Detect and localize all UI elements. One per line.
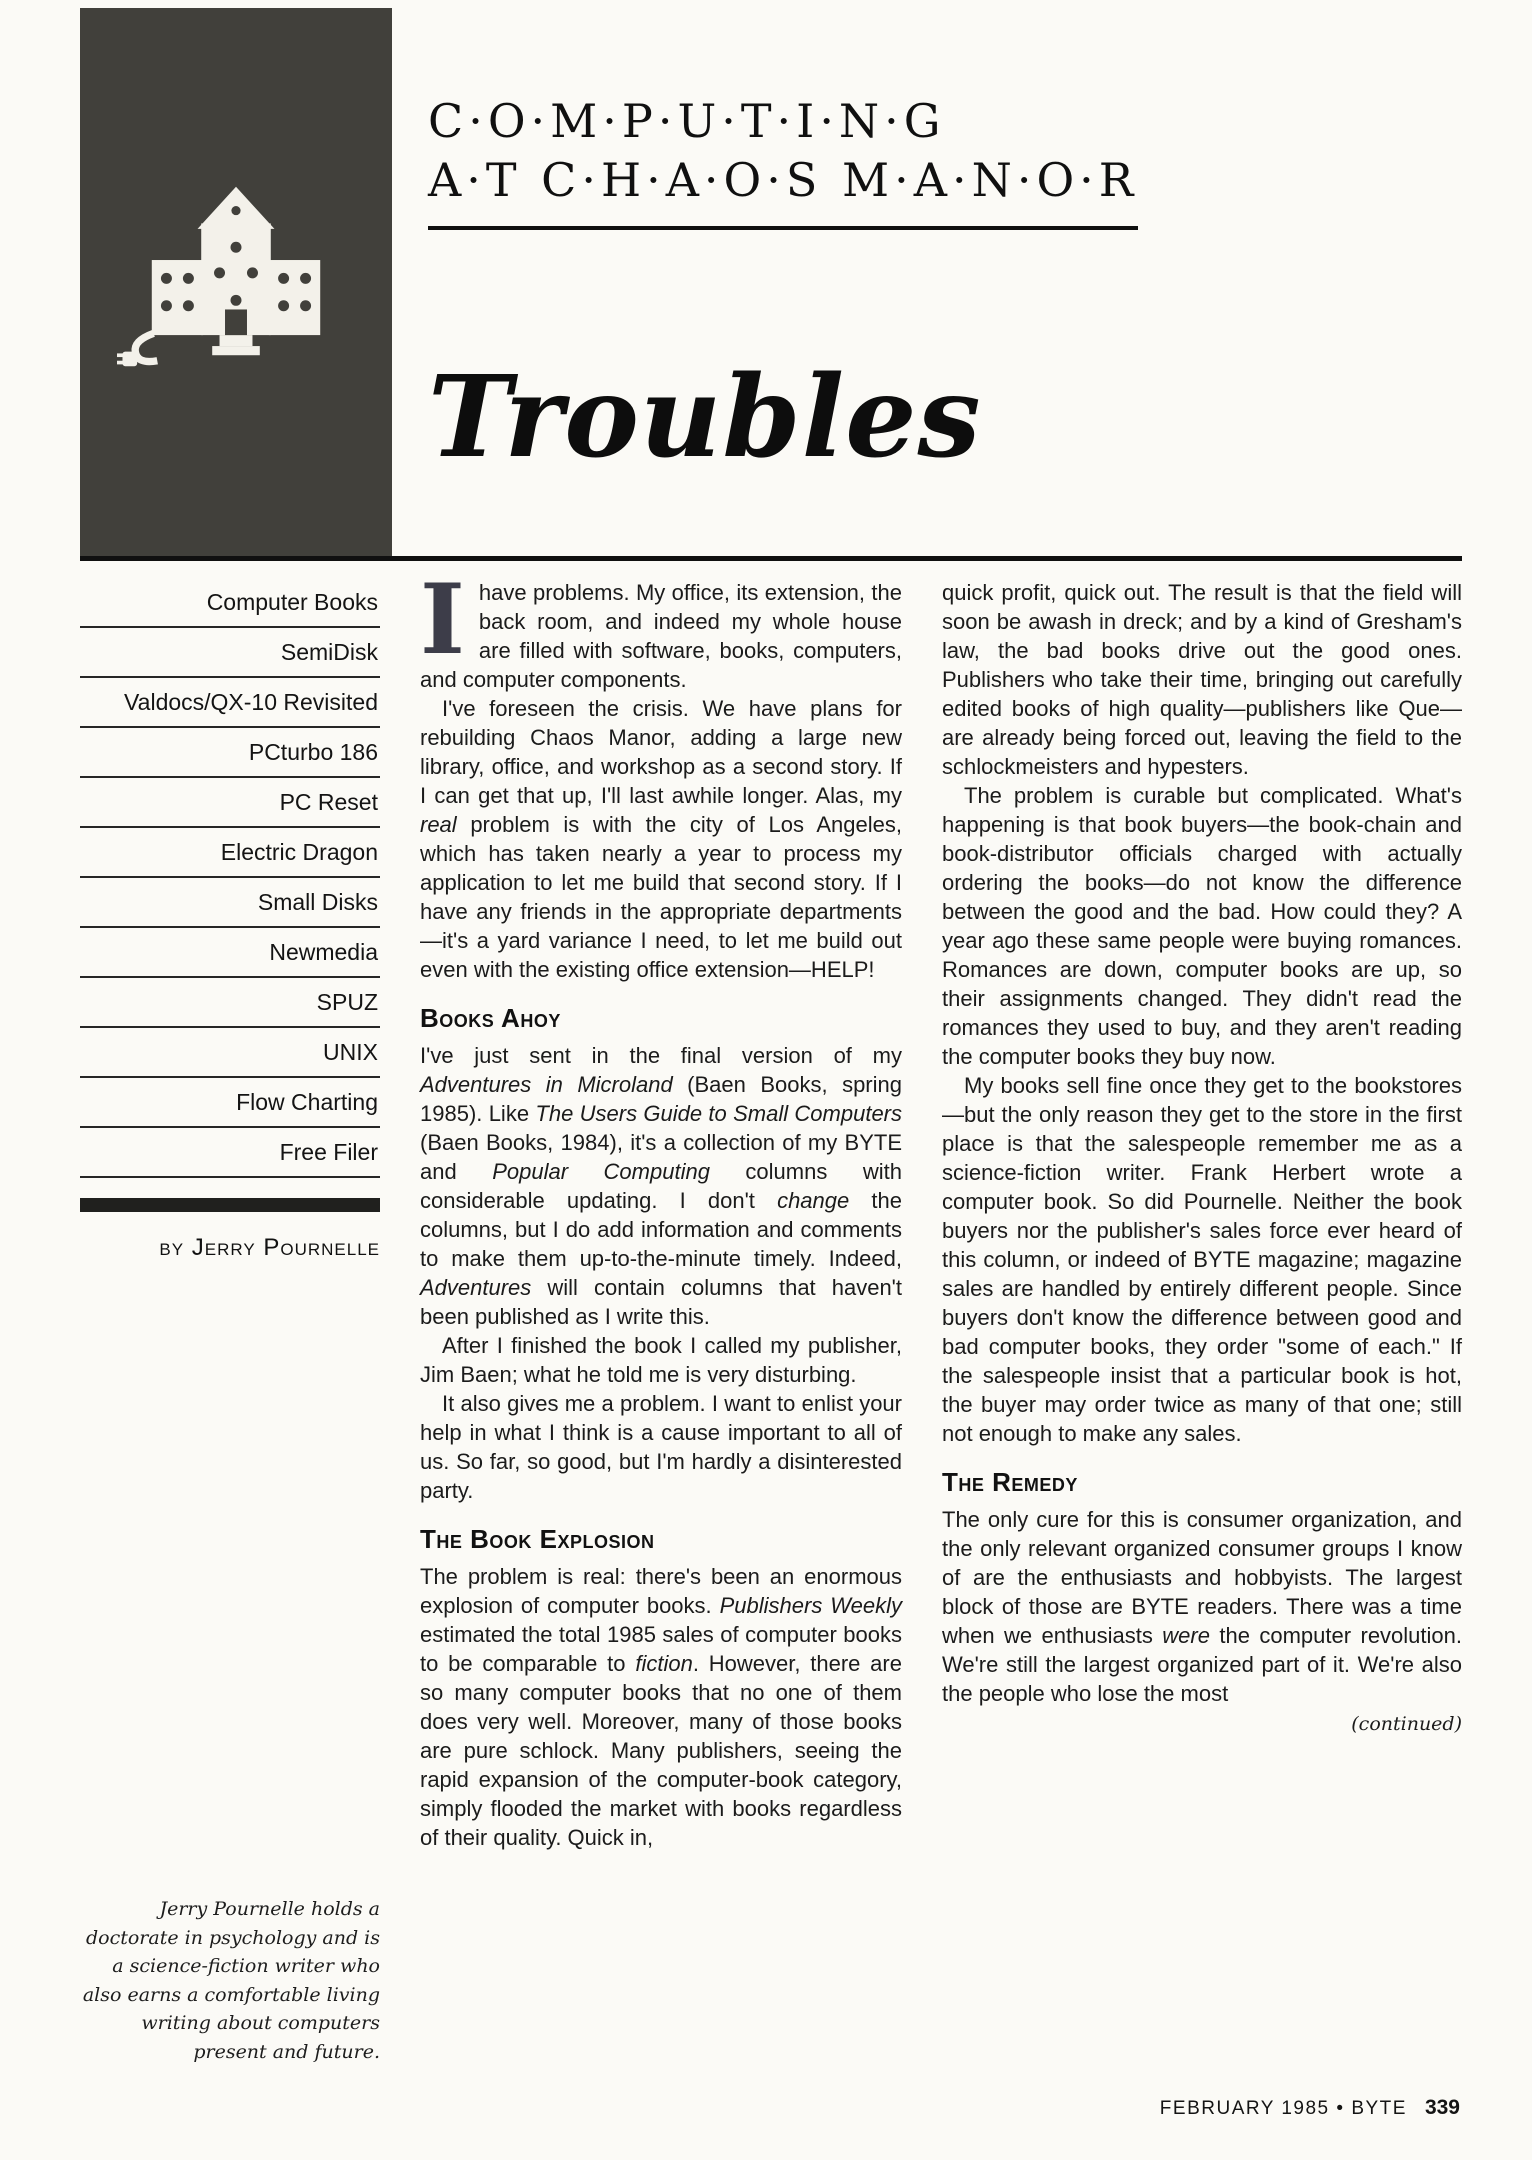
page-footer [1160,2096,1460,2120]
sidebar-item: Valdocs/QX-10 Revisited [80,678,380,728]
sidebar-contents-list [80,578,380,1178]
power-plug [117,352,137,367]
sidebar-item: PCturbo 186 [80,728,380,778]
article-column-2 [942,578,1462,2078]
section-heading: The Book Explosion [420,1524,655,1554]
footer-page-number: 339 [1424,2096,1460,2119]
paragraph: I've foreseen the crisis. We have plans for rebuilding Chaos Manor, adding a large new library, office, and workshop as a second story. If I can get that up, I'll last awhile longer. Alas, my real problem is with the city of Los Angeles, which has taken nearly a year to process my application to let me build that second story. If I have any friends in the appropriate departments—it's a yard variance I need, to let me build out even with the existing office extension—HELP! [420,696,902,982]
sidebar-item: UNIX [80,1028,380,1078]
paragraph: After I finished the book I called my publisher, Jim Baen; what he told me is very disturbing. [420,1333,902,1387]
article-column-1 [420,563,903,2078]
sidebar-item: Free Filer [80,1128,380,1178]
continued-note: (continued) [1351,1713,1462,1735]
paragraph: The problem is real: there's been an enormous explosion of computer books. Publishers Weekly estimated the total 1985 sales of computer books to be comparable to fiction. However, there are so many computer books that no one of them does very well. Moreover, many of those books are pure schlock. Many publishers, seeing the rapid expansion of the computer-book category, simply flooded the market with books regardless of their quality. Quick in, [420,1564,902,1850]
paragraph: quick profit, quick out. The result is that the field will soon be awash in dreck; and by a kind of Gresham's law, the bad books drive out the good ones. Publishers who take their time, bringing out carefully edited books of high quality—publishers like Que—are already being forced out, leaving the field to the schlockmeisters and hypesters. [942,580,1462,779]
sidebar-item: Newmedia [80,928,380,978]
author-bio: Jerry Pournelle holds a doctorate in psychology and is a science-fiction writer who also earns a comfortable living writing about computers present and future. [82,1898,380,2063]
sidebar-item: Computer Books [80,578,380,628]
sidebar-thick-rule [80,1198,380,1212]
body-area [80,563,1462,2078]
sidebar-item: PC Reset [80,778,380,828]
sidebar-item: Flow Charting [80,1078,380,1128]
author-byline: by Jerry Pournelle [159,1234,380,1261]
column-masthead [428,92,1138,230]
chaos-manor-logo-block [80,8,392,556]
drop-cap: I [420,563,465,676]
sidebar-item: Small Disks [80,878,380,928]
masthead-line-2: A·T C·H·A·O·S M·A·N·O·R [428,152,1139,207]
paragraph: I've just sent in the final version of my Adventures in Microland (Baen Books, spring 1985). Like The Users Guide to Small Computers (Baen Books, 1984), it's a collection of my BYTE and Popular Computing columns with considerable updating. I don't change the columns, but I do add information and comments to make them up-to-the-minute timely. Indeed, Adventures will contain columns that haven't been published as I write this. [420,1043,903,1329]
paragraph: The only cure for this is consumer organization, and the only relevant organized consumer groups I know of are the enthusiasts and hobbyists. The largest block of those are BYTE readers. There was a time when we enthusiasts were the computer revolution. We're still the largest organized part of it. We're also the people who lose the most [942,1507,1462,1706]
section-heading: The Remedy [942,1467,1078,1497]
paragraph: Ihave problems. My office, its extension, the back room, and indeed my whole house are filled with software, books, computers, and computer components. [420,563,902,692]
paragraph: My books sell fine once they get to the bookstores—but the only reason they get to the store in the first place is that the salespeople remember me as a science-fiction writer. Frank Herbert wrote a computer book. So did Pournelle. Neither the book buyers nor the publisher's sales force ever heard of this column, or indeed of BYTE magazine; magazine sales are handled by entirely different people. Since buyers don't know the difference between good and bad computer books, they order "some of each." If the salespeople insist that a particular book is hot, the buyer may order twice as many of that one; still not enough to make any sales. [942,1073,1462,1446]
header-divider-rule [80,556,1462,561]
article-title: Troubles [428,352,982,483]
footer-issue: FEBRUARY 1985 • BYTE [1159,2098,1407,2119]
paragraph: The problem is curable but complicated. What's happening is that book buyers—the book-chain and book-distributor officials charged with actually ordering the books—do not know the difference between the good and the bad. How could they? A year ago these same people were buying romances. Romances are down, computer books are up, so their assignments changed. They didn't read the romances they used to buy, and they aren't reading the computer books they buy now. [942,783,1462,1069]
section-heading: Books Ahoy [420,1003,561,1033]
sidebar-item: SPUZ [80,978,380,1028]
chaos-manor-house-icon [117,163,355,401]
sidebar-item: Electric Dragon [80,828,380,878]
masthead-line-1: C·O·M·P·U·T·I·N·G [428,94,946,148]
sidebar-item: SemiDisk [80,628,380,678]
sidebar [80,578,380,2078]
power-cord [135,333,157,361]
paragraph: It also gives me a problem. I want to enlist your help in what I think is a cause important to all of us. So far, so good, but I'm hardly a disinterested party. [420,1391,902,1503]
